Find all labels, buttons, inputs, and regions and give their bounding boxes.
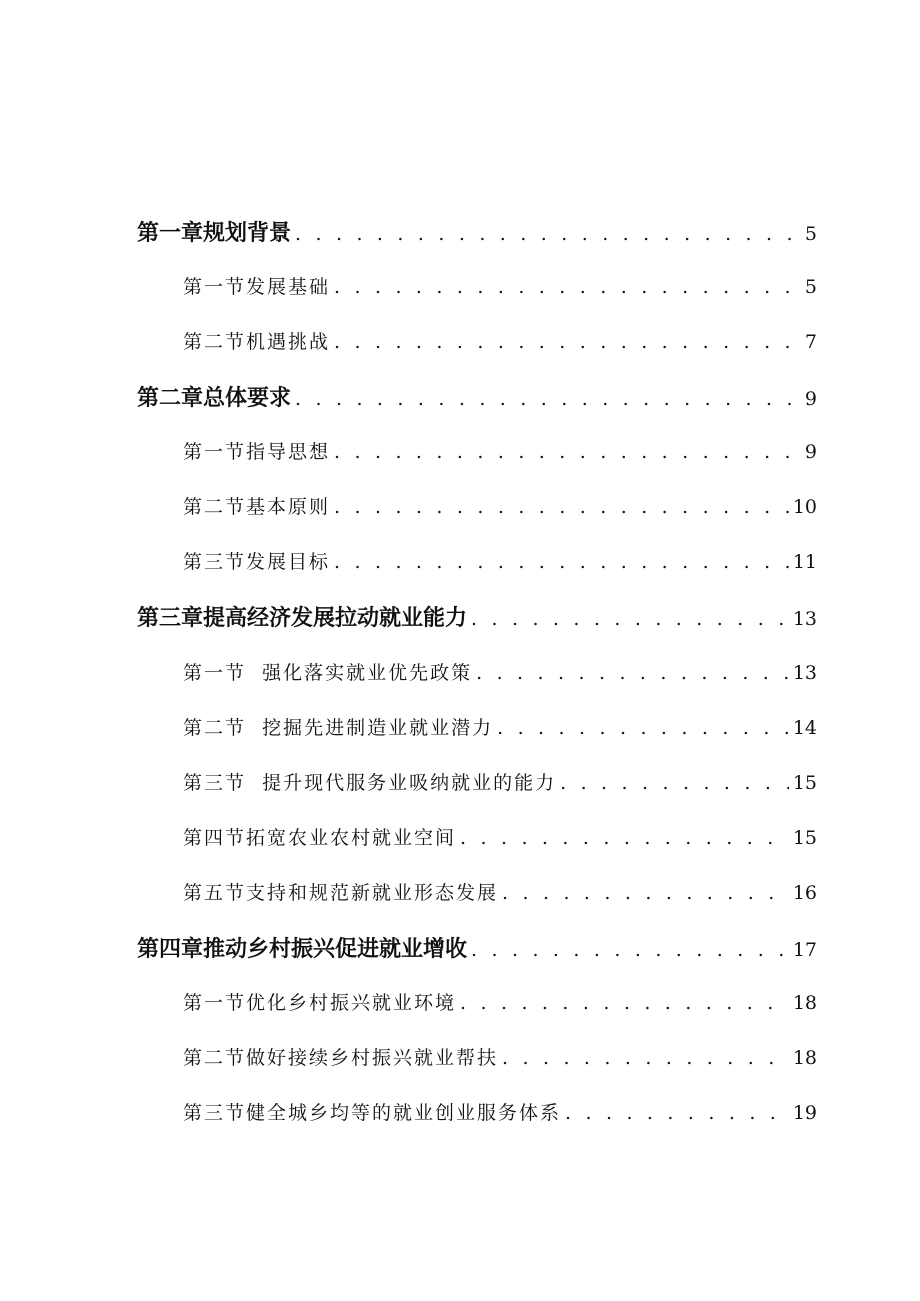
toc-page-number: 15 [792, 772, 817, 794]
toc-title: 第二节 挖掘先进制造业就业潜力 [183, 717, 494, 739]
toc-dot-leader [295, 223, 801, 245]
toc-section-2-1[interactable] [183, 437, 817, 464]
toc-dot-leader [460, 992, 789, 1014]
toc-section-3-5[interactable] [183, 878, 817, 905]
toc-page-number: 16 [792, 882, 817, 904]
toc-title: 第二章总体要求 [137, 386, 292, 411]
toc-chapter-1[interactable] [137, 216, 817, 247]
toc-page-number: 14 [792, 717, 817, 739]
toc-page-number: 13 [792, 662, 817, 684]
toc-dot-leader [471, 939, 789, 961]
toc-title: 第三节发展目标 [183, 551, 331, 573]
toc-dot-leader [334, 551, 789, 573]
toc-page-number: 9 [804, 441, 817, 463]
toc-title: 第五节支持和规范新就业形态发展 [183, 882, 499, 904]
toc-page-number: 13 [792, 608, 817, 630]
toc-dot-leader [502, 1047, 789, 1069]
toc-page-number: 19 [792, 1102, 817, 1124]
toc-title: 第一节 强化落实就业优先政策 [183, 662, 473, 684]
toc-section-4-2[interactable] [183, 1043, 817, 1070]
toc-title: 第二节做好接续乡村振兴就业帮扶 [183, 1047, 499, 1069]
toc-page-number: 10 [792, 496, 817, 518]
toc-section-4-3[interactable] [183, 1098, 817, 1125]
toc-section-4-1[interactable] [183, 988, 817, 1015]
toc-title: 第一节指导思想 [183, 441, 331, 463]
toc-page-number: 18 [792, 1047, 817, 1069]
toc-page-number: 17 [792, 939, 817, 961]
toc-page-number: 18 [792, 992, 817, 1014]
toc-section-3-4[interactable] [183, 823, 817, 850]
toc-chapter-2[interactable] [137, 381, 817, 412]
toc-dot-leader [334, 496, 789, 518]
toc-page-number: 11 [792, 551, 817, 573]
toc-dot-leader [460, 827, 789, 849]
toc-chapter-4[interactable] [137, 932, 817, 963]
toc-section-3-1[interactable] [183, 658, 817, 685]
toc-dot-leader [334, 276, 801, 298]
toc-title: 第三节 提升现代服务业吸纳就业的能力 [183, 772, 557, 794]
toc-section-1-2[interactable] [183, 327, 817, 354]
toc-title: 第一节优化乡村振兴就业环境 [183, 992, 457, 1014]
toc-title: 第二节机遇挑战 [183, 331, 331, 353]
toc-dot-leader [295, 388, 801, 410]
toc-dot-leader [476, 662, 789, 684]
toc-section-1-1[interactable] [183, 272, 817, 299]
toc-section-3-2[interactable] [183, 713, 817, 740]
toc-title: 第四节拓宽农业农村就业空间 [183, 827, 457, 849]
toc-page-number: 7 [804, 331, 817, 353]
toc-page-number: 15 [792, 827, 817, 849]
toc-section-2-2[interactable] [183, 492, 817, 519]
toc-page-number: 5 [804, 223, 817, 245]
toc-title: 第四章推动乡村振兴促进就业增收 [137, 937, 468, 962]
toc-title: 第一节发展基础 [183, 276, 331, 298]
toc-title: 第三节健全城乡均等的就业创业服务体系 [183, 1102, 562, 1124]
toc-dot-leader [471, 608, 789, 630]
toc-dot-leader [565, 1102, 789, 1124]
toc-page-number: 9 [804, 388, 817, 410]
toc-dot-leader [497, 717, 789, 739]
toc-page-number: 5 [804, 276, 817, 298]
toc-title: 第三章提高经济发展拉动就业能力 [137, 606, 468, 631]
toc-section-3-3[interactable] [183, 768, 817, 795]
toc-dot-leader [334, 331, 801, 353]
toc-section-2-3[interactable] [183, 547, 817, 574]
toc-dot-leader [334, 441, 801, 463]
toc-dot-leader [560, 772, 789, 794]
toc-dot-leader [502, 882, 789, 904]
toc-chapter-3[interactable] [137, 601, 817, 632]
toc-title: 第二节基本原则 [183, 496, 331, 518]
toc-title: 第一章规划背景 [137, 221, 292, 246]
